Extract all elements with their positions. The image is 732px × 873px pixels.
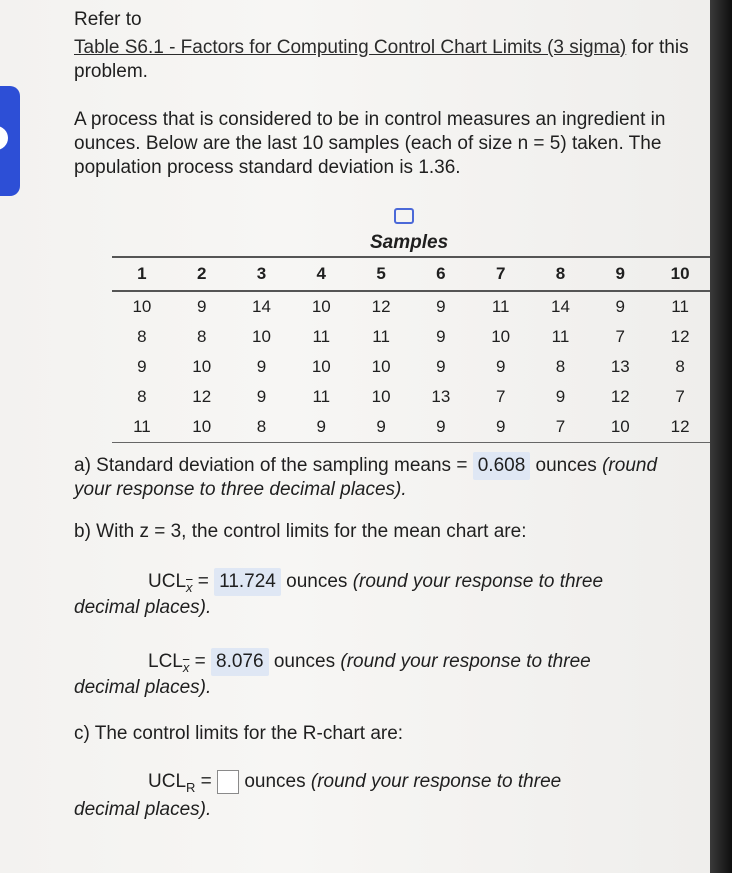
table-cell: 10 <box>252 327 271 346</box>
table-cell: 10 <box>371 387 391 406</box>
table-reference-line <box>74 36 689 60</box>
table-cell: 12 <box>371 297 391 316</box>
lcl-xbar-answer[interactable]: 8.076 <box>211 648 269 676</box>
lcl-xbar-note-end: decimal places). <box>74 677 212 698</box>
table-cell: 11 <box>112 412 172 443</box>
ucl-xbar-answer[interactable]: 11.724 <box>214 568 281 596</box>
table-cell: 9 <box>555 387 566 406</box>
table-cell: 12 <box>192 387 212 406</box>
table-cell: 8 <box>137 327 147 346</box>
table-cell: 8 <box>232 412 292 443</box>
table-cell: 8 <box>196 327 207 346</box>
table-cell: 9 <box>436 297 446 316</box>
side-panel-tab[interactable] <box>0 86 20 196</box>
table-cell: 13 <box>610 357 630 376</box>
table-cell: 10 <box>371 357 391 376</box>
equals-sign: = <box>189 651 212 672</box>
screen-edge <box>710 0 732 873</box>
table-cell: 10 <box>172 412 232 443</box>
part-a-label: a) Standard deviation of the sampling means = <box>74 455 473 476</box>
table-cell: 14 <box>252 297 271 316</box>
table-row <box>112 412 710 443</box>
header-cell: 8 <box>531 257 591 291</box>
table-cell: 7 <box>531 412 591 443</box>
table-cell: 11 <box>671 297 689 316</box>
table-cell: 9 <box>291 412 351 443</box>
table-cell: 8 <box>675 357 685 376</box>
header-cell: 2 <box>172 257 232 291</box>
table-cell: 10 <box>491 327 511 346</box>
table-cell: 7 <box>675 387 685 406</box>
table-cell: 9 <box>256 357 267 376</box>
for-this-text: for this <box>626 37 689 58</box>
lcl-xbar-prefix: LCL <box>148 651 183 672</box>
table-cell: 9 <box>495 357 506 376</box>
table-header-row <box>112 257 710 291</box>
table-cell: 10 <box>311 357 331 376</box>
table-row <box>112 322 710 352</box>
header-cell: 6 <box>411 257 471 291</box>
part-a-line <box>74 452 657 480</box>
ucl-r-note-end: decimal places). <box>74 799 212 820</box>
description-line-3: population process standard deviation is 1.36. <box>74 157 461 178</box>
table-cell: 9 <box>436 327 446 346</box>
table-cell: 11 <box>372 327 390 346</box>
table-cell: 11 <box>491 297 510 316</box>
ucl-r-answer-input[interactable] <box>217 770 239 794</box>
header-cell: 5 <box>351 257 411 291</box>
lcl-xbar-line <box>148 648 591 680</box>
part-b-label: b) With z = 3, the control limits for the mean chart are: <box>74 521 527 542</box>
ucl-xbar-note-end: decimal places). <box>74 597 212 618</box>
header-cell: 7 <box>471 257 531 291</box>
ucl-r-units: ounces <box>239 771 311 793</box>
table-cell: 11 <box>551 327 570 346</box>
std-dev-means-answer[interactable]: 0.608 <box>473 452 531 480</box>
table-cell: 10 <box>132 297 152 316</box>
table-cell: 9 <box>615 297 625 316</box>
table-row <box>112 352 710 382</box>
lcl-xbar-note: (round your response to three <box>340 651 591 672</box>
table-cell: 9 <box>137 357 147 376</box>
equals-sign: = <box>192 571 215 592</box>
table-cell: 9 <box>351 412 411 443</box>
ucl-xbar-note: (round your response to three <box>352 571 604 592</box>
table-cell: 9 <box>196 297 207 316</box>
ucl-r-line <box>148 770 561 800</box>
refer-to-text: Refer to <box>74 9 142 30</box>
table-cell: 11 <box>312 327 331 346</box>
header-cell: 9 <box>590 257 650 291</box>
r-subscript: R <box>186 779 196 795</box>
xbar-subscript: $\overline{x}$ <box>182 659 190 675</box>
table-cell: 7 <box>615 327 625 346</box>
samples-title: Samples <box>370 232 449 253</box>
table-cell: 10 <box>311 297 331 316</box>
table-s6-1-link[interactable]: Table S6.1 - Factors for Computing Control Chart Limits (3 sigma) <box>74 37 627 58</box>
table-cell: 11 <box>312 387 331 406</box>
xbar-subscript: $\overline{x}$ <box>186 579 193 595</box>
part-a-note: (round <box>602 455 658 476</box>
table-cell: 9 <box>256 387 267 406</box>
samples-table <box>112 256 710 443</box>
table-row <box>112 382 710 412</box>
lcl-xbar-units: ounces <box>268 651 341 672</box>
ucl-r-prefix: UCL <box>148 771 187 793</box>
ucl-xbar-units: ounces <box>280 571 353 592</box>
table-cell: 10 <box>192 357 212 376</box>
part-a-note-end: your response to three decimal places). <box>74 479 407 500</box>
table-cell: 9 <box>471 412 531 443</box>
ucl-r-note: (round your response to three <box>310 771 562 793</box>
table-cell: 8 <box>555 357 566 376</box>
problem-text: problem. <box>74 61 148 82</box>
table-cell: 10 <box>590 412 650 443</box>
table-row <box>112 291 710 322</box>
table-cell: 12 <box>670 327 690 346</box>
ucl-xbar-prefix: UCL <box>148 571 187 592</box>
description-line-2: ounces. Below are the last 10 samples (each of size n = 5) taken. The <box>74 133 662 154</box>
header-cell: 10 <box>650 257 710 291</box>
table-cell: 7 <box>495 387 506 406</box>
header-cell: 4 <box>291 257 351 291</box>
table-cell: 9 <box>436 357 446 376</box>
header-cell: 3 <box>232 257 292 291</box>
table-cell: 8 <box>137 387 147 406</box>
table-cell: 12 <box>610 387 630 406</box>
description-line-1: A process that is considered to be in control measures an ingredient in <box>74 109 666 130</box>
table-cell: 14 <box>551 297 570 316</box>
table-cell: 13 <box>431 387 451 406</box>
data-table-icon[interactable] <box>394 208 414 224</box>
part-c-label: c) The control limits for the R-chart are: <box>74 723 404 744</box>
equals-sign: = <box>195 771 218 793</box>
table-cell: 9 <box>411 412 471 443</box>
part-a-units: ounces <box>530 455 603 476</box>
ucl-xbar-line <box>148 568 603 600</box>
header-cell: 1 <box>112 257 172 291</box>
table-cell: 12 <box>650 412 710 443</box>
